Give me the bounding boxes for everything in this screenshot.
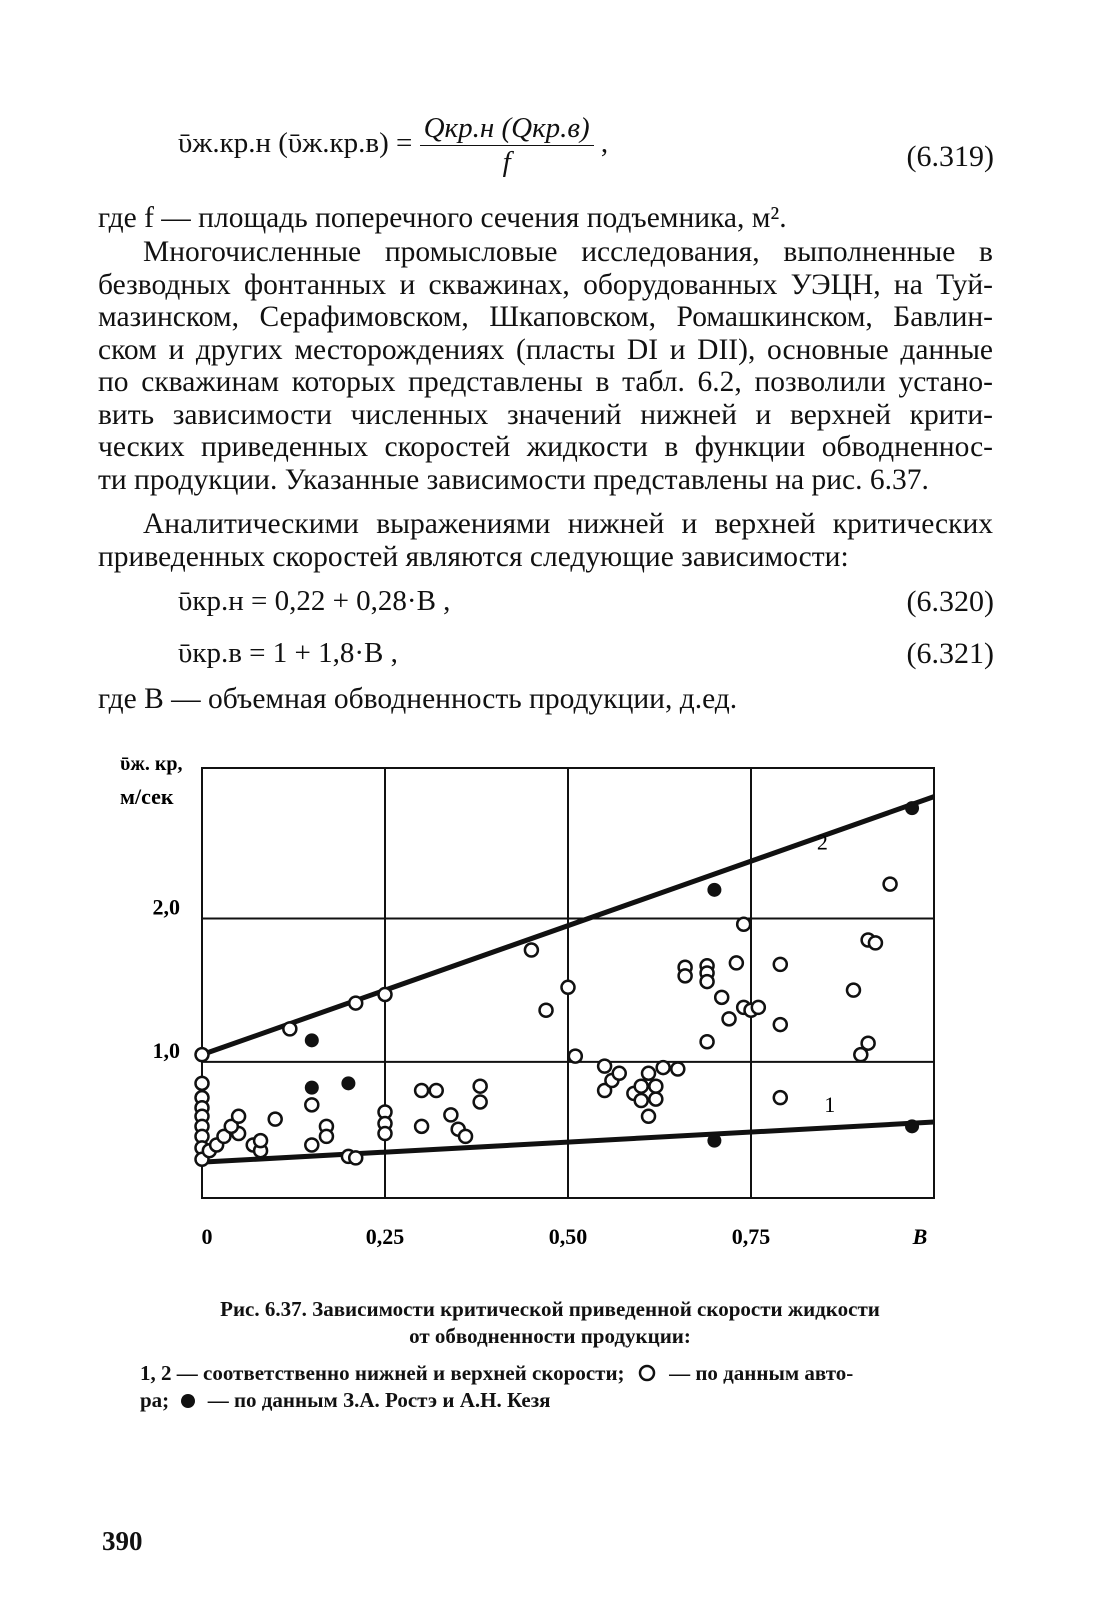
open-data-point xyxy=(635,1080,648,1093)
open-data-point xyxy=(774,1018,787,1031)
filled-circle-marker-icon xyxy=(178,1391,198,1411)
open-data-point xyxy=(774,1091,787,1104)
open-circle-marker-icon xyxy=(636,1362,658,1384)
y-tick-label: 1,0 xyxy=(152,1037,180,1063)
text-line: ти продукции. Указанные зависимости представлены на рис. 6.37. xyxy=(98,463,929,496)
x-axis-label: B xyxy=(912,1224,928,1249)
text-line: безводных фонтанных и скважинах, оборудованных УЭЦН, на Туй- xyxy=(98,268,993,301)
y-axis-label-line-1: ῡж. кр, xyxy=(120,753,183,775)
formula-6319-numerator: Qкр.н (Qкр.в) xyxy=(420,112,594,146)
formula-6319-lhs: ῡж.кр.н (ῡж.кр.в) = xyxy=(178,127,413,160)
formula-6319-denominator: f xyxy=(502,146,511,178)
open-data-point xyxy=(415,1084,428,1097)
open-data-point xyxy=(232,1110,245,1123)
x-tick-label: 0 xyxy=(201,1224,213,1249)
open-data-point xyxy=(430,1084,443,1097)
open-data-point xyxy=(305,1098,318,1111)
open-data-point xyxy=(320,1130,333,1143)
open-data-point xyxy=(459,1130,472,1143)
text-line: где B — объемная обводненность продукции, д.ед. xyxy=(98,683,738,715)
open-data-point xyxy=(642,1110,655,1123)
open-data-point xyxy=(737,918,750,931)
open-data-point xyxy=(196,1048,209,1061)
chart-svg xyxy=(0,750,1104,1310)
open-data-point xyxy=(701,975,714,988)
open-data-point xyxy=(349,1151,362,1164)
open-data-point xyxy=(196,1077,209,1090)
caption-legend-open: — по данным авто- xyxy=(669,1361,854,1385)
formula-6320-number: (6.320) xyxy=(906,585,994,618)
formula-6320: ῡкр.н = 0,22 + 0,28·B , xyxy=(178,585,451,617)
formula-6321-number: (6.321) xyxy=(906,637,994,670)
paragraph-studies xyxy=(98,236,993,496)
formula-6319-tail: , xyxy=(600,127,609,160)
figure-6-37 xyxy=(0,750,1104,1310)
open-data-point xyxy=(884,878,897,891)
page-number: 390 xyxy=(102,1526,143,1556)
open-data-point xyxy=(562,981,575,994)
open-data-point xyxy=(723,1012,736,1025)
text-line: мазинском, Серафимовском, Шкаповском, Ромашкинском, Бавлин- xyxy=(98,301,993,333)
open-data-point xyxy=(657,1061,670,1074)
formula-6319 xyxy=(178,112,608,179)
open-data-point xyxy=(569,1050,582,1063)
figure-caption-title xyxy=(100,1296,1000,1350)
open-data-point xyxy=(540,1004,553,1017)
open-data-point xyxy=(715,991,728,1004)
filled-data-point xyxy=(707,883,721,897)
open-data-point xyxy=(379,988,392,1001)
filled-data-point xyxy=(905,801,919,815)
y-axis-label-line-2: м/сек xyxy=(120,784,174,809)
open-data-point xyxy=(379,1127,392,1140)
open-data-point xyxy=(847,984,860,997)
open-data-point xyxy=(254,1134,267,1147)
open-data-point xyxy=(444,1108,457,1121)
open-data-point xyxy=(752,1001,765,1014)
open-data-point xyxy=(525,944,538,957)
formula-6319-number: (6.319) xyxy=(906,140,994,173)
filled-data-point xyxy=(905,1119,919,1133)
text-line: где f — площадь поперечного сечения подъемника, м². xyxy=(98,202,787,234)
open-data-point xyxy=(671,1063,684,1076)
x-tick-label: 0,75 xyxy=(731,1224,771,1249)
y-tick-label: 2,0 xyxy=(152,894,180,920)
open-data-point xyxy=(474,1080,487,1093)
caption-title-line-1: Рис. 6.37. Зависимости критической приведенной скорости жидкости xyxy=(220,1297,880,1321)
formula-6319-fraction xyxy=(420,112,594,179)
caption-legend-lines: 1, 2 — соответственно нижней и верхней скорости; xyxy=(140,1361,625,1385)
text-line: Аналитическими выражениями нижней и верхней критических xyxy=(143,508,993,540)
caption-title-line-2: от обводненности продукции: xyxy=(409,1324,691,1348)
open-data-point xyxy=(598,1060,611,1073)
open-data-point xyxy=(283,1022,296,1035)
open-data-point xyxy=(415,1120,428,1133)
filled-data-point xyxy=(707,1134,721,1148)
open-data-point xyxy=(774,958,787,971)
open-data-point xyxy=(305,1138,318,1151)
open-data-point xyxy=(613,1067,626,1080)
caption-legend-filled: — по данным З.А. Ростэ и А.Н. Кезя xyxy=(207,1388,551,1412)
figure-caption-legend xyxy=(140,1360,970,1414)
text-line: ском и других месторождениях (пласты DI и DII), основные данные xyxy=(98,333,993,366)
open-data-point xyxy=(649,1080,662,1093)
paragraph-area-definition xyxy=(98,202,993,235)
open-data-point xyxy=(679,969,692,982)
open-data-point xyxy=(730,956,743,969)
open-data-point xyxy=(642,1067,655,1080)
open-data-point xyxy=(701,1035,714,1048)
open-data-point xyxy=(474,1095,487,1108)
filled-data-point xyxy=(341,1076,355,1090)
line-1-label: 1 xyxy=(824,1092,836,1117)
open-data-point xyxy=(862,1037,875,1050)
caption-legend-ra: ра; xyxy=(140,1388,170,1412)
paragraph-b-definition xyxy=(98,683,993,716)
filled-data-point xyxy=(305,1081,319,1095)
formula-6321: ῡкр.в = 1 + 1,8·B , xyxy=(178,637,398,669)
text-line: вить зависимости численных значений нижней и верхней крити- xyxy=(98,398,993,431)
open-data-point xyxy=(649,1093,662,1106)
text-line: ческих приведенных скоростей жидкости в функции обводненнос- xyxy=(98,431,993,463)
text-line: Многочисленные промысловые исследования, выполненные в xyxy=(143,236,993,268)
paragraph-analytic xyxy=(98,508,993,573)
filled-data-point xyxy=(305,1033,319,1047)
text-line: по скважинам которых представлены в табл. 6.2, позволили устано- xyxy=(98,366,993,398)
open-data-point xyxy=(635,1094,648,1107)
open-data-point xyxy=(349,997,362,1010)
x-tick-label: 0,25 xyxy=(365,1224,405,1249)
open-data-point xyxy=(269,1113,282,1126)
line-2-label: 2 xyxy=(816,829,828,855)
text-line: приведенных скоростей являются следующие зависимости: xyxy=(98,540,849,573)
x-tick-label: 0,50 xyxy=(548,1224,588,1249)
open-data-point xyxy=(869,936,882,949)
